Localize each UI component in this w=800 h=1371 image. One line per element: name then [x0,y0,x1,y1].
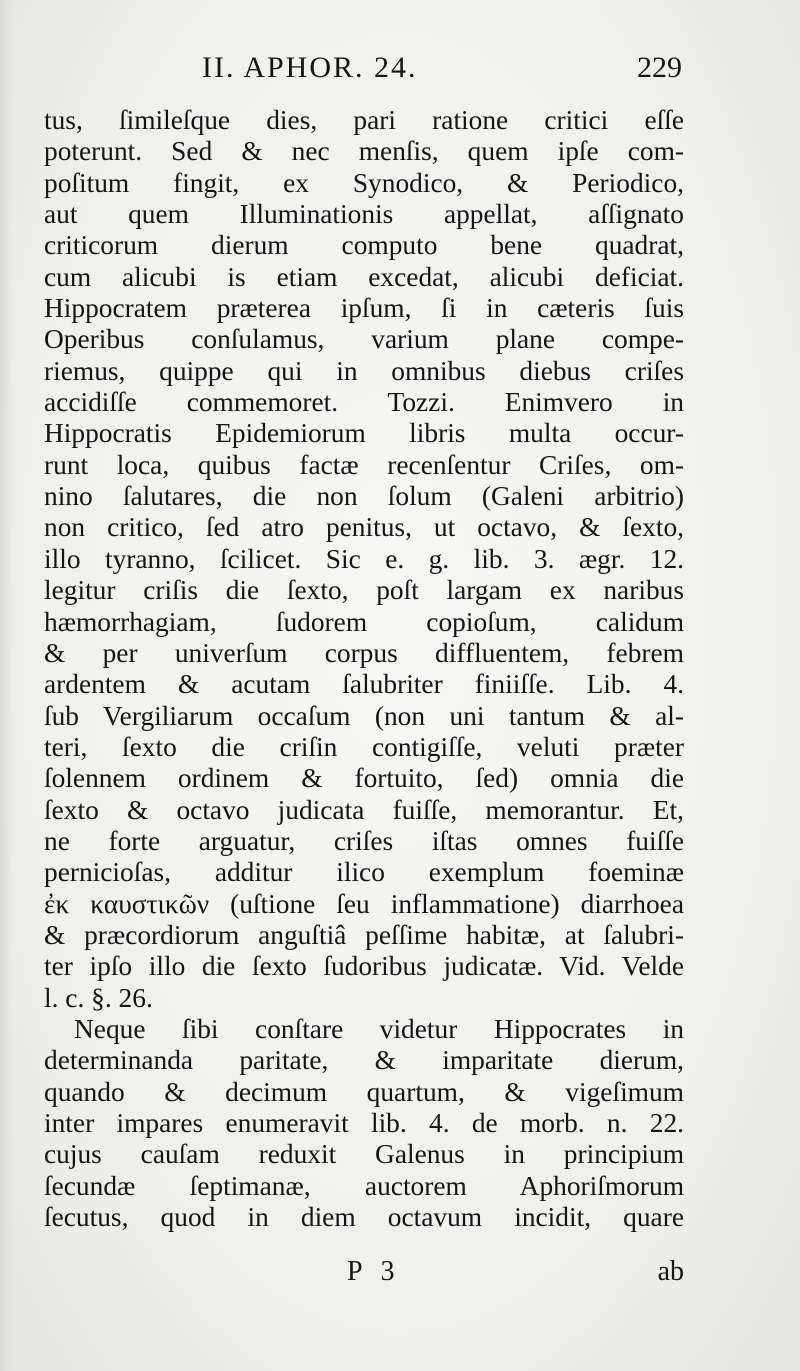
text-line: ardentem & acutam ſalubriter finiiſſe. Lib. 4. [44,669,684,700]
page-header [44,48,682,88]
text-line: ſolennem ordinem & fortuito, ſed) omnia die [44,763,684,794]
text-line: non critico, ſed atro penitus, ut octavo, & ſexto, [44,512,684,543]
text-line: riemus, quippe qui in omnibus diebus criſes [44,355,684,386]
text-line: inter impares enumeravit lib. 4. de morb. n. 22. [44,1108,684,1138]
paragraph-start-line: Neque ſibi conſtare videtur Hippocrates in [74,1013,684,1044]
text-line: tus, ſimileſque dies, pari ratione critici eſſe [44,105,684,135]
page-number: 229 [637,51,682,84]
body-text [44,105,684,1233]
text-line: determinanda paritate, & imparitate dierum, [44,1045,684,1076]
text-line: hæmorrhagiam, ſudorem copioſum, calidum [44,606,684,637]
text-line: criticorum dierum computo bene quadrat, [44,230,684,261]
text-line: runt loca, quibus factæ recenſentur Criſes, om- [44,449,684,480]
text-line: Operibus conſulamus, varium plane compe- [44,324,684,355]
text-line: & præcordiorum anguſtiâ peſſime habitæ, at ſalubri- [44,919,684,950]
text-line: l. c. §. 26. [44,982,153,1013]
page-gutter-shadow [0,0,14,1371]
text-line: Hippocratem præterea ipſum, ſi in cæteris ſuis [44,293,684,324]
text-line: legitur criſis die ſexto, poſt largam ex naribus [44,575,684,606]
text-line: ſexto & octavo judicata fuiſſe, memorantur. Et, [44,794,684,825]
catchword: ab [657,1256,684,1287]
text-line: aut quem Illuminationis appellat, aſſignato [44,199,684,230]
text-line: ſecundæ ſeptimanæ, auctorem Aphoriſmorum [44,1170,684,1201]
text-line: poſitum fingit, ex Synodico, & Periodico, [44,167,684,198]
text-line: poterunt. Sed & nec menſis, quem ipſe com- [44,136,684,167]
text-line: quando & decimum quartum, & vigeſimum [44,1076,684,1107]
text-line: ſub Vergiliarum occaſum (non uni tantum & al- [44,700,684,731]
text-line: ſecutus, quod in diem octavum incidit, quare [44,1202,684,1233]
text-line: pernicioſas, additur ilico exemplum foeminæ [44,857,684,888]
text-line: cujus cauſam reduxit Galenus in principium [44,1139,684,1170]
page-footer [44,1254,684,1290]
text-line: ter ipſo illo die ſexto ſudoribus judicatæ. Vid. Velde [44,951,684,982]
running-title: II. APHOR. 24. [202,51,418,84]
text-line: ne forte arguatur, criſes iſtas omnes fuiſſe [44,825,684,856]
text-line: ἐκ καυστικῶν (uſtione ſeu inflammatione) diarrhoea [44,888,684,919]
text-line: illo tyranno, ſcilicet. Sic e. g. lib. 3. ægr. 12. [44,543,684,574]
text-line: Hippocratis Epidemiorum libris multa occur- [44,418,684,449]
text-line: nino ſalutares, die non ſolum (Galeni arbitrio) [44,481,684,512]
text-line: teri, ſexto die criſin contigiſſe, veluti præter [44,731,684,762]
text-line: accidiſſe commemoret. Tozzi. Enimvero in [44,387,684,418]
signature-mark: P 3 [347,1256,401,1287]
text-line: & per univerſum corpus diffluentem, febrem [44,637,684,668]
text-line: cum alicubi is etiam excedat, alicubi deficiat. [44,261,684,292]
